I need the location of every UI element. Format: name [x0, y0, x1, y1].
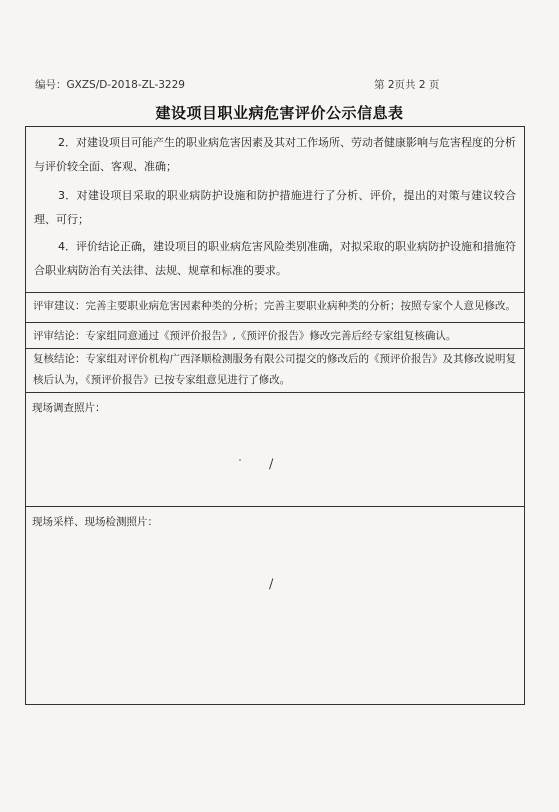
row-divider — [26, 292, 524, 293]
recheck-conclusion-row — [33, 349, 518, 391]
review-suggestion-label: 评审建议： — [33, 300, 86, 312]
evaluation-item-3: 3．对建设项目采取的职业病防护设施和防护措施进行了分析、评价，提出的对策与建议较合理、可行； — [34, 189, 516, 226]
review-suggestion-row — [33, 296, 518, 317]
review-conclusion-label: 评审结论： — [33, 330, 86, 342]
row-divider — [26, 392, 524, 393]
recheck-conclusion-text: 专家组对评价机构广西泽顺检测服务有限公司提交的修改后的《预评价报告》及其修改说明复核后认为，《预评价报告》已按专家组意见进行了修改。 — [33, 353, 516, 386]
site-survey-photos-label: 现场调查照片： — [32, 402, 106, 414]
evaluation-item-4: 4．评价结论正确，建设项目的职业病危害风险类别准确，对拟采取的职业病防护设施和措施符合职业病防治有关法律、法规、规章和标准的要求。 — [34, 240, 516, 277]
row-divider — [26, 322, 524, 323]
site-survey-photos-empty: / — [269, 457, 274, 472]
document-number: 编号：GXZS/D-2018-ZL-3229 — [35, 79, 185, 91]
sampling-photos-label: 现场采样、现场检测照片： — [32, 516, 158, 528]
form-title: 建设项目职业病危害评价公示信息表 — [155, 104, 404, 122]
recheck-conclusion-label: 复核结论： — [33, 353, 86, 365]
scan-speck — [239, 459, 241, 461]
info-table — [25, 126, 525, 705]
page-indicator: 第 2页共 2 页 — [374, 79, 440, 91]
row-divider — [26, 506, 524, 507]
sampling-photos-empty: / — [269, 577, 274, 592]
evaluation-item-2: 2．对建设项目可能产生的职业病危害因素及其对工作场所、劳动者健康影响与危害程度的分析与评价较全面、客观、准确； — [34, 136, 516, 173]
review-conclusion-row — [33, 326, 518, 347]
review-conclusion-text: 专家组同意通过《预评价报告》,《预评价报告》修改完善后经专家组复核确认。 — [85, 330, 457, 342]
review-suggestion-text: 完善主要职业病危害因素种类的分析；完善主要职业病种类的分析；按照专家个人意见修改。 — [85, 300, 516, 312]
